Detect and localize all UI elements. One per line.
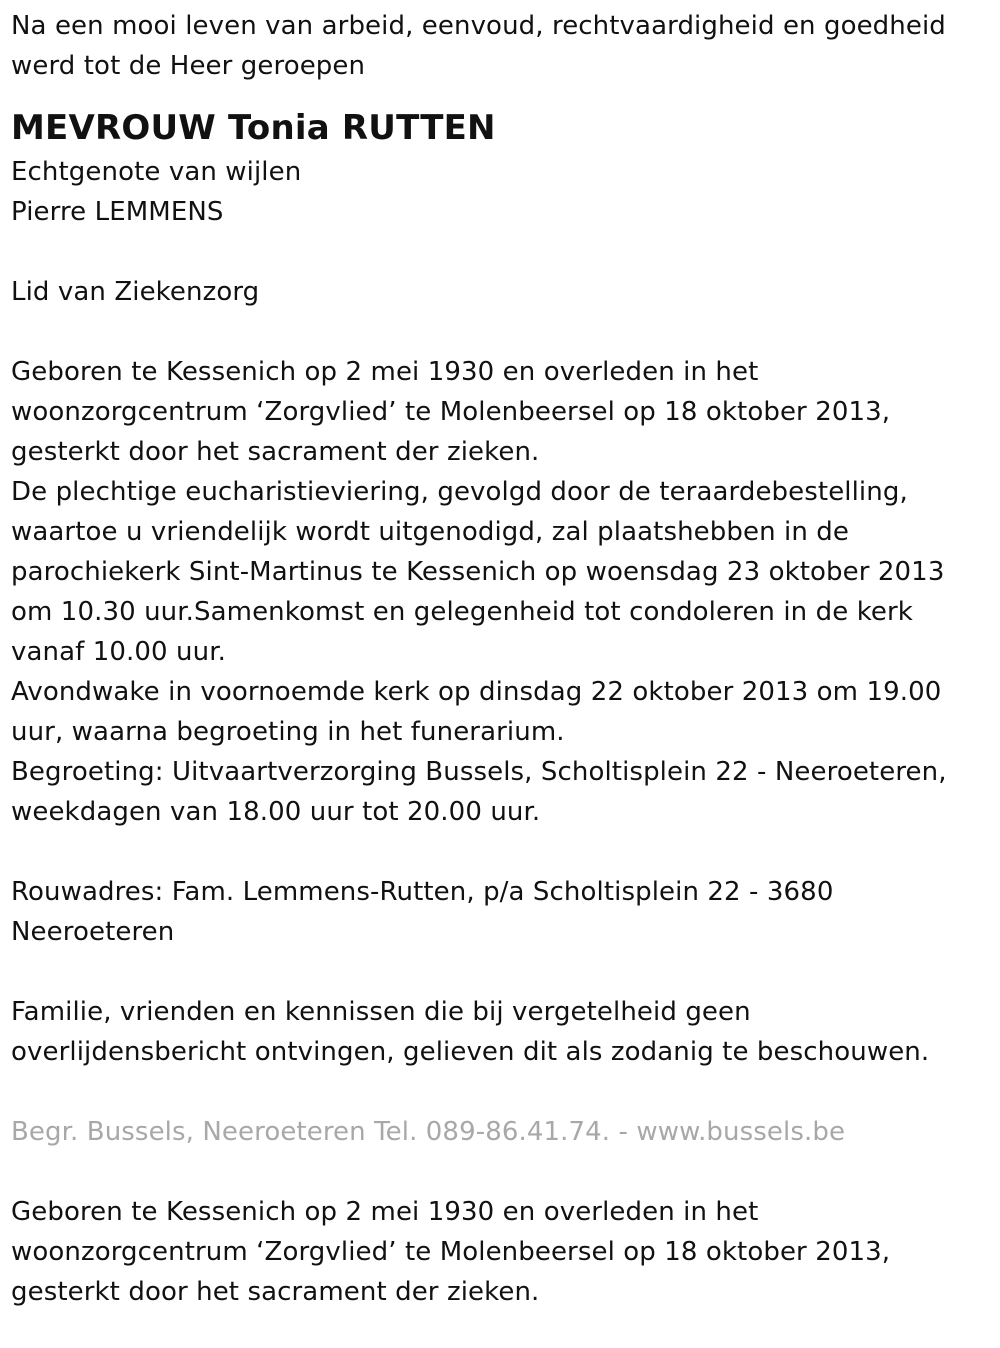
details-line: parochiekerk Sint-Martinus te Kessenich op woensdag 23 oktober 2013 xyxy=(11,557,945,587)
address-line: Neeroeteren xyxy=(11,917,175,947)
details-line: om 10.30 uur.Samenkomst en gelegenheid tot condoleren in de kerk xyxy=(11,597,913,627)
notice-line: overlijdensbericht ontvingen, gelieven dit als zodanig te beschouwen. xyxy=(11,1037,930,1067)
details-line: Geboren te Kessenich op 2 mei 1930 en overleden in het xyxy=(11,357,759,387)
details-line: woonzorgcentrum ‘Zorgvlied’ te Molenbeersel op 18 oktober 2013, xyxy=(11,397,891,427)
spacer xyxy=(11,1072,986,1112)
details-line: Avondwake in voornoemde kerk op dinsdag 22 oktober 2013 om 19.00 xyxy=(11,677,942,707)
obituary-notice xyxy=(11,6,986,1312)
address-line: Rouwadres: Fam. Lemmens-Rutten, p/a Scholtisplein 22 - 3680 xyxy=(11,877,834,907)
repeat-line: Geboren te Kessenich op 2 mei 1930 en overleden in het xyxy=(11,1197,759,1227)
repeated-details xyxy=(11,1192,986,1312)
notice-text xyxy=(11,992,986,1072)
spacer xyxy=(11,832,986,872)
spacer xyxy=(11,1152,986,1192)
details-line: gesterkt door het sacrament der zieken. xyxy=(11,437,540,467)
spacer xyxy=(11,952,986,992)
intro-text xyxy=(11,6,986,86)
spacer xyxy=(11,312,986,352)
spouse-line: Pierre LEMMENS xyxy=(11,197,224,227)
details-line: De plechtige eucharistieviering, gevolgd door de teraardebestelling, xyxy=(11,477,908,507)
funeral-details xyxy=(11,352,986,832)
repeat-line: woonzorgcentrum ‘Zorgvlied’ te Molenbeersel op 18 oktober 2013, xyxy=(11,1237,891,1267)
deceased-name: MEVROUW Tonia RUTTEN xyxy=(11,108,496,148)
membership-line: Lid van Ziekenzorg xyxy=(11,277,260,307)
mourning-address xyxy=(11,872,986,952)
details-line: weekdagen van 18.00 uur tot 20.00 uur. xyxy=(11,797,541,827)
details-line: waartoe u vriendelijk wordt uitgenodigd, zal plaatshebben in de xyxy=(11,517,849,547)
details-line: vanaf 10.00 uur. xyxy=(11,637,226,667)
details-line: uur, waarna begroeting in het funerarium. xyxy=(11,717,565,747)
spacer xyxy=(11,232,986,272)
repeat-line: gesterkt door het sacrament der zieken. xyxy=(11,1277,540,1307)
notice-line: Familie, vrienden en kennissen die bij vergetelheid geen xyxy=(11,997,751,1027)
intro-line: Na een mooi leven van arbeid, eenvoud, rechtvaardigheid en goedheid xyxy=(11,11,946,41)
spouse-line: Echtgenote van wijlen xyxy=(11,157,302,187)
spouse-info xyxy=(11,152,986,232)
details-line: Begroeting: Uitvaartverzorging Bussels, Scholtisplein 22 - Neeroeteren, xyxy=(11,757,947,787)
intro-line: werd tot de Heer geroepen xyxy=(11,51,366,81)
funeral-home-footer: Begr. Bussels, Neeroeteren Tel. 089-86.41.74. - www.bussels.be xyxy=(11,1117,846,1147)
